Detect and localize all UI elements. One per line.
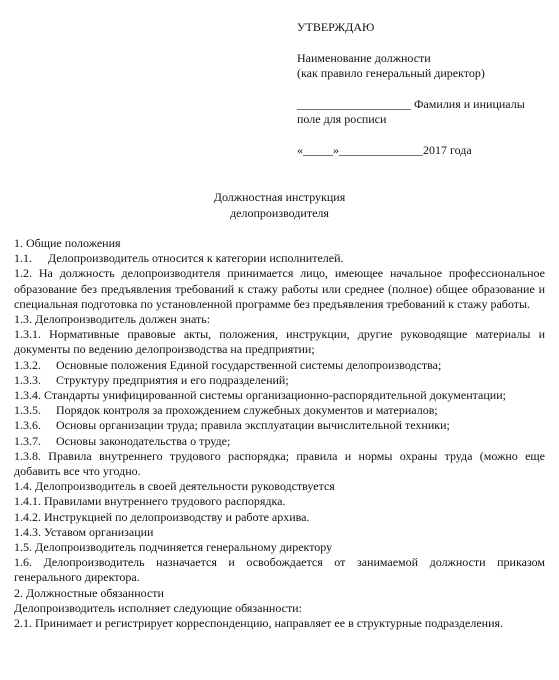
- clause-text: Основы законодательства о труде;: [56, 433, 231, 448]
- clause-paragraph: 1.2. На должность делопроизводителя принимается лицо, имеющее начальное профессиональное образование без предъявления требований к стажу работы или среднее (полное) общее образование и специальная подготовка по установленной программе без предъявления требований к стажу работы.: [14, 266, 545, 311]
- clause-number: 1.3.7.: [14, 433, 41, 448]
- clause-line: 1.5. Делопроизводитель подчиняется генеральному директору: [14, 540, 333, 555]
- clause-text: Порядок контроля за прохождением служебных документов и материалов;: [56, 403, 438, 418]
- title-line-1: Должностная инструкция: [213, 190, 346, 204]
- clause-row: [14, 358, 545, 373]
- approval-heading: УТВЕРЖДАЮ: [297, 20, 375, 34]
- clause-line: Делопроизводитель исполняет следующие обязанности:: [14, 600, 302, 615]
- clause-number: 1.1.: [14, 251, 32, 266]
- clause-line: 1. Общие положения: [14, 236, 121, 250]
- date-line: «_____»______________2017 года: [297, 142, 472, 157]
- clause-paragraph: 1.3.4. Стандарты унифицированной системы организационно-распорядительной документации;: [14, 388, 506, 403]
- clause-line: 1.3. Делопроизводитель должен знать:: [14, 312, 211, 327]
- clause-line: 1.4. Делопроизводитель в своей деятельности руководствуется: [14, 479, 335, 494]
- clause-paragraph: 2.1. Принимает и регистрирует корреспонденцию, направляет ее в структурные подразделения.: [14, 616, 504, 631]
- clause-number: 1.3.2.: [14, 357, 41, 372]
- signature-caption: поле для росписи: [297, 112, 387, 126]
- clause-line: 1.4.2. Инструкцией по делопроизводству и работе архива.: [14, 509, 310, 524]
- clause-row: [14, 418, 545, 433]
- clause-line: 1.4.1. Правилами внутреннего трудового распорядка.: [14, 494, 286, 509]
- clause-number: 1.3.3.: [14, 372, 41, 387]
- document-title: [0, 190, 559, 221]
- clause-text: Основные положения Единой государственной системы делопроизводства;: [56, 357, 442, 372]
- clause-line: 2. Должностные обязанности: [14, 585, 164, 600]
- position-note: (как правило генеральный директор): [297, 66, 485, 80]
- clause-paragraph: 1.6. Делопроизводитель назначается и освобождается от занимаемой должности приказом генерального директора.: [14, 555, 545, 585]
- clause-text: Структуру предприятия и его подразделений;: [56, 372, 289, 387]
- clause-row: [14, 251, 545, 266]
- signature-line: ___________________ Фамилия и инициалы: [297, 96, 525, 111]
- title-line-2: делопроизводителя: [230, 205, 329, 220]
- clause-text: Основы организации труда; правила эксплуатации вычислительной техники;: [56, 418, 450, 433]
- clause-number: 1.3.5.: [14, 403, 41, 418]
- clause-text: Делопроизводитель относится к категории исполнителей.: [48, 251, 344, 266]
- clause-line: 1.4.3. Уставом организации: [14, 524, 154, 539]
- clause-row: [14, 373, 545, 388]
- clause-paragraph: 1.3.1. Нормативные правовые акты, положения, инструкции, другие руководящие материалы и документы по ведению делопроизводства на предприятии;: [14, 327, 545, 357]
- clause-number: 1.3.6.: [14, 418, 41, 433]
- clause-row: [14, 434, 545, 449]
- clause-paragraph: 1.3.8. Правила внутреннего трудового распорядка; правила и нормы охраны труда (можно еще добавить все что угодно.: [14, 448, 545, 479]
- position-line: Наименование должности: [297, 50, 431, 65]
- clause-row: [14, 403, 545, 418]
- document-body: [14, 236, 545, 631]
- approval-block: [297, 20, 559, 158]
